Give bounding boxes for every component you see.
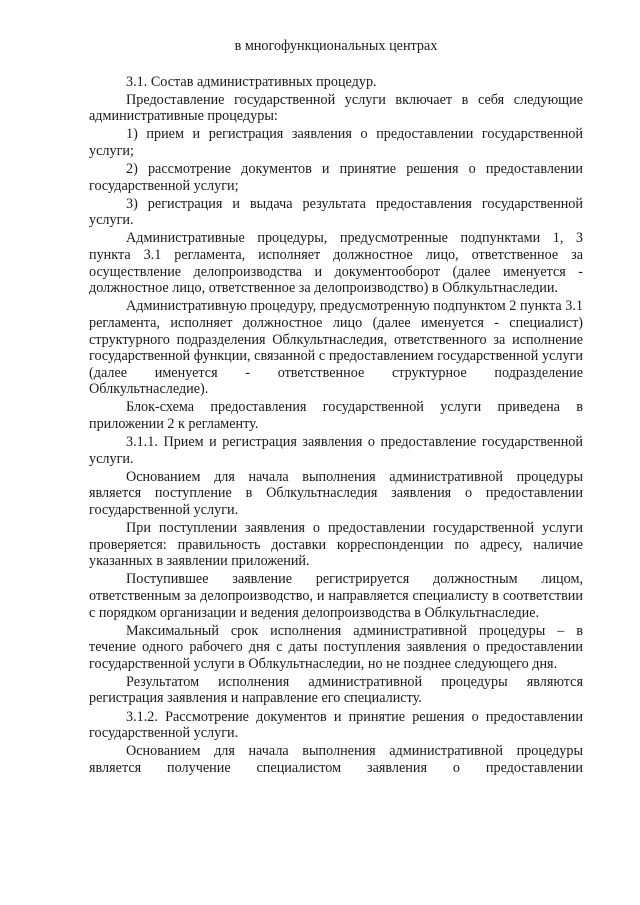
paragraph-item-3: 3) регистрация и выдача результата предоставления государственной услуги. <box>89 195 583 229</box>
paragraph-flowchart: Блок-схема предоставления государственной услуги приведена в приложении 2 к регламенту. <box>89 399 583 432</box>
document-page <box>89 38 583 778</box>
paragraph-deadline: Максимальный срок исполнения административной процедуры – в течение одного рабочего дня с даты поступления заявления о предоставлении государственной услуги в Облкультнаследии, но не позднее следующего дня. <box>89 622 583 672</box>
paragraph-procedures-intro: Предоставление государственной услуги включает в себя следующие административные процедуры: <box>89 91 583 125</box>
paragraph-item-1: 1) прием и регистрация заявления о предоставлении государственной услуги; <box>89 126 583 159</box>
paragraph-responsible-official: Административные процедуры, предусмотренные подпунктами 1, 3 пункта 3.1 регламента, исполняет должностное лицо, ответственное за осуществление делопроизводства и документооборот (далее именуется - должностное лицо, ответственное за делопроизводство) в Облкультнаследии. <box>89 230 583 297</box>
paragraph-subsection-3-1-2: 3.1.2. Рассмотрение документов и принятие решения о предоставлении государственной услуги. <box>89 708 583 742</box>
paragraph-result: Результатом исполнения административной процедуры являются регистрация заявления и направление его специалисту. <box>89 673 583 707</box>
paragraph-basis-review: Основанием для начала выполнения административной процедуры является получение специалистом заявления о предоставлении <box>89 743 583 776</box>
paragraph-section-title: 3.1. Состав административных процедур. <box>126 73 377 90</box>
paragraph-basis-start: Основанием для начала выполнения административной процедуры является поступление в Облкультнаследия заявления о предоставлении государственной услуги. <box>89 468 583 518</box>
paragraph-item-2: 2) рассмотрение документов и принятие решения о предоставлении государственной услуги; <box>89 161 583 194</box>
paragraph-registration: Поступившее заявление регистрируется должностным лицом, ответственным за делопроизводство, и направляется специалисту в соответствии с порядком организации и ведения делопроизводства в Облкультнаследие. <box>89 571 583 621</box>
page-heading: в многофункциональных центрах <box>234 38 438 54</box>
paragraph-subsection-3-1-1: 3.1.1. Прием и регистрация заявления о предоставление государственной услуги. <box>89 434 583 467</box>
paragraph-specialist: Административную процедуру, предусмотренную подпунктом 2 пункта 3.1 регламента, исполняет должностное лицо (далее именуется - специалист) структурного подразделения Облкультнаследия, ответственного за исполнение государственной функции, связанной с предоставлением государственной услуги (далее именуется - ответственное структурное подразделение Облкультнаследие). <box>89 298 583 398</box>
paragraph-check: При поступлении заявления о предоставлении государственной услуги проверяется: правильность доставки корреспонденции по адресу, наличие указанных в заявлении приложений. <box>89 520 583 570</box>
